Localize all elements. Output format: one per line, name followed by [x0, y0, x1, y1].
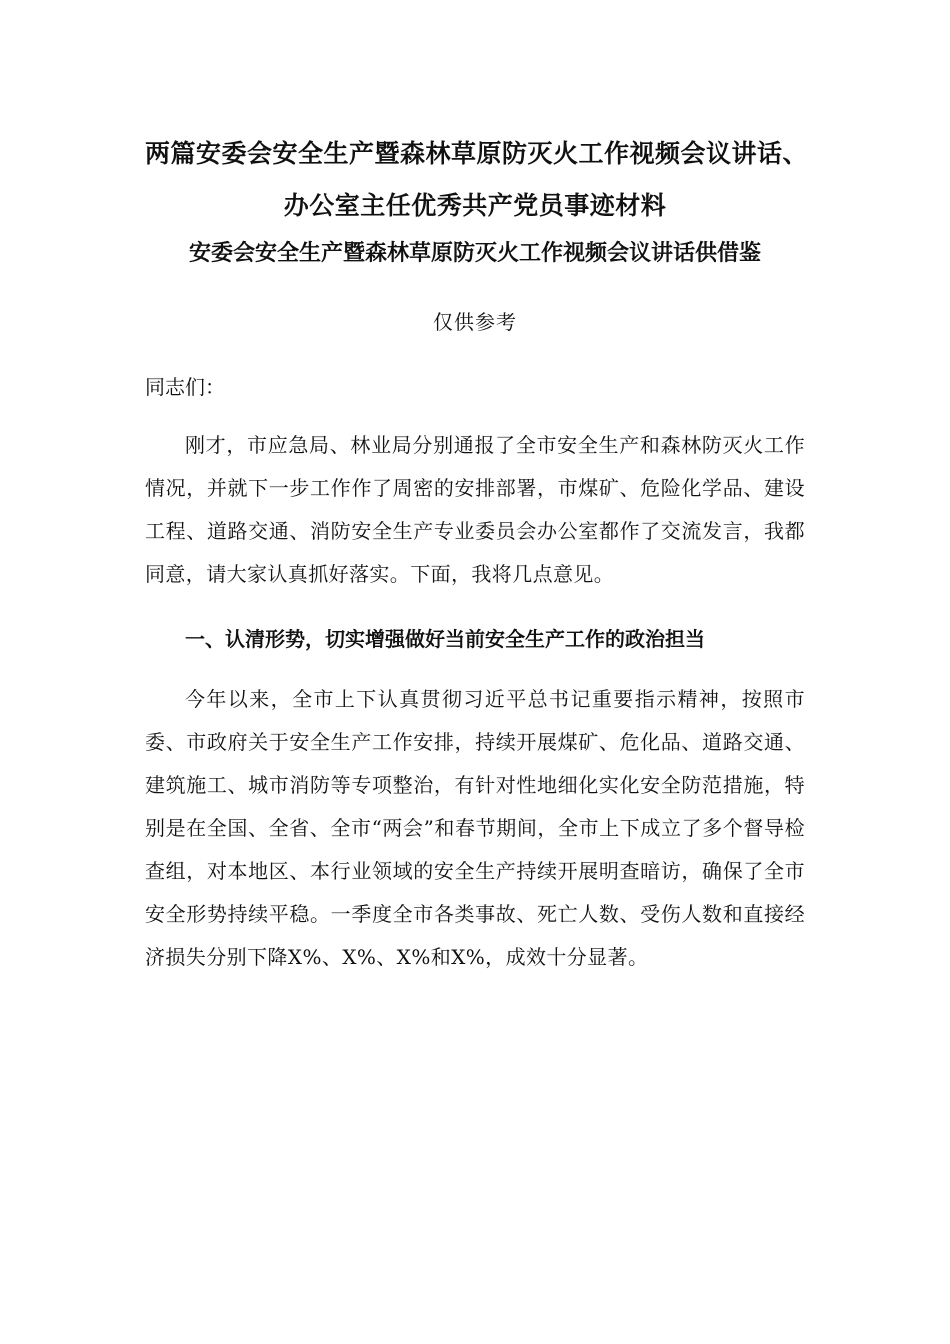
- reference-note: 仅供参考: [433, 310, 517, 334]
- paragraph-section-1: 今年以来，全市上下认真贯彻习近平总书记重要指示精神，按照市委、市政府关于安全生产工作安排，持续开展煤矿、危化品、道路交通、建筑施工、城市消防等专项整治，有针对性地细化实化安全防范措施，特别是在全国、全省、全市“两会”和春节期间，全市上下成立了多个督导检查组，对本地区、本行业领域的安全生产持续开展明查暗访，确保了全市安全形势持续平稳。一季度全市各类事故、死亡人数、受伤人数和直接经济损失分别下降X%、X%、X%和X%，成效十分显著。: [145, 687, 805, 969]
- document-title-line-2: 办公室主任优秀共产党员事迹材料: [283, 191, 667, 220]
- paragraph-intro: 刚才，市应急局、林业局分别通报了全市安全生产和森林防灭火工作情况，并就下一步工作作了周密的安排部署，市煤矿、危险化学品、建设工程、道路交通、消防安全生产专业委员会办公室都作了交流发言，我都同意，请大家认真抓好落实。下面，我将几点意见。: [145, 433, 805, 586]
- document-title-line-1: 两篇安委会安全生产暨森林草原防灭火工作视频会议讲话、: [145, 139, 809, 168]
- document-body: [145, 130, 809, 979]
- document-subtitle: 安委会安全生产暨森林草原防灭火工作视频会议讲话供借鉴: [188, 241, 761, 266]
- section-heading-1: 一、认清形势，切实增强做好当前安全生产工作的政治担当: [185, 627, 705, 651]
- greeting: 同志们：: [145, 375, 225, 399]
